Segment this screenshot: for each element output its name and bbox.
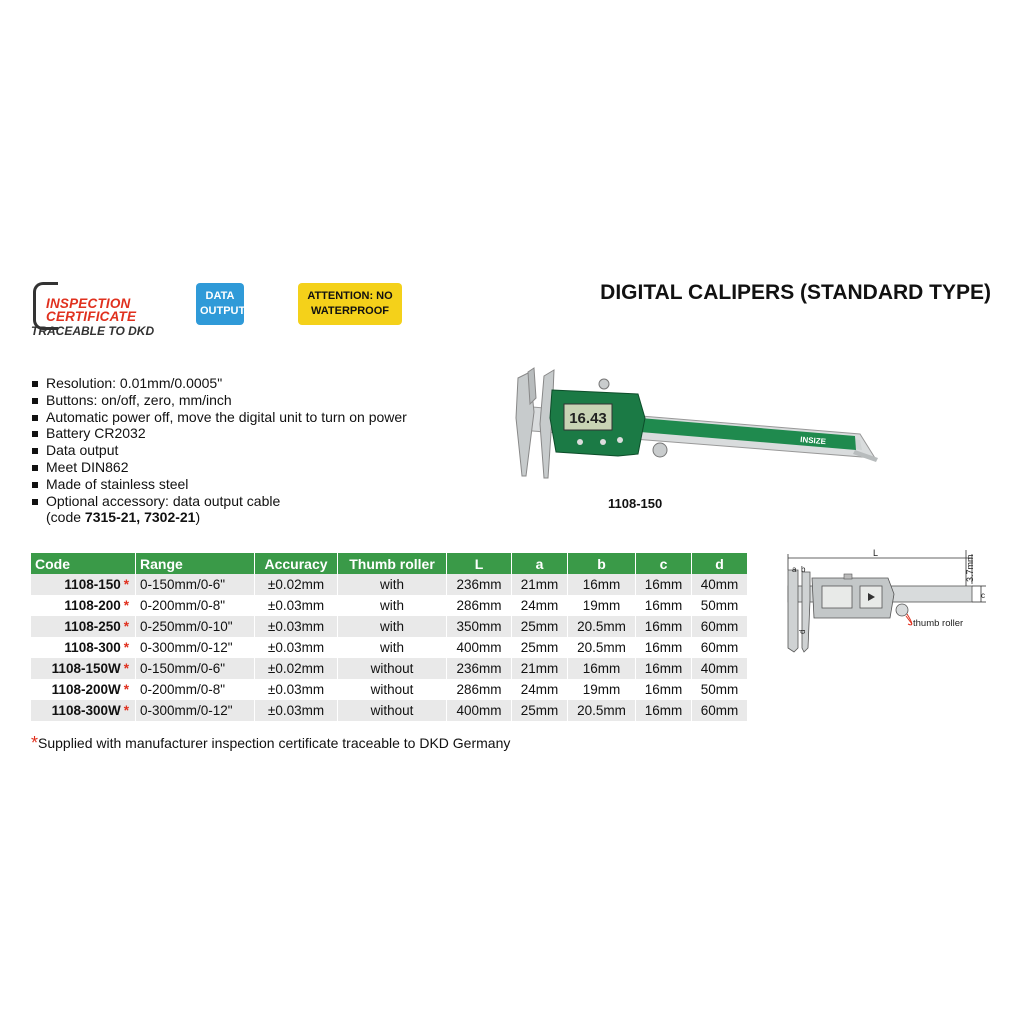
certificate-star: * (123, 640, 129, 655)
cell-value: 0-250mm/0-10" (140, 619, 233, 634)
feature-item: Resolution: 0.01mm/0.0005" (31, 375, 407, 392)
table-cell (692, 658, 748, 679)
diagram-thumb-roller (896, 604, 908, 616)
cell-value: 1108-150W (51, 661, 121, 676)
caliper-lcd-value: 16.43 (569, 410, 607, 427)
inspection-logo-line2: CERTIFICATE (46, 309, 137, 324)
cell-value: with (379, 598, 404, 613)
table-cell (255, 679, 338, 700)
diagram-moving-jaw (802, 572, 810, 652)
cell-value: 0-300mm/0-12" (140, 703, 233, 718)
cell-value: 236mm (456, 661, 502, 676)
table-cell (512, 616, 568, 637)
spec-table (31, 553, 748, 721)
cell-value: ±0.03mm (267, 619, 325, 634)
col-header-b: b (568, 553, 636, 574)
table-cell (136, 595, 255, 616)
feature-item: Meet DIN862 (31, 459, 407, 476)
table-cell (136, 679, 255, 700)
feature-code-prefix: (code (46, 509, 85, 526)
table-cell (136, 658, 255, 679)
cell-value: ±0.02mm (267, 577, 325, 592)
cell-value: 1108-150 (64, 577, 121, 592)
table-cell (568, 595, 636, 616)
col-header-c: c (636, 553, 692, 574)
cell-value: 25mm (520, 640, 559, 655)
table-cell (512, 679, 568, 700)
cell-value: 60mm (700, 640, 739, 655)
cell-value: ±0.03mm (267, 598, 325, 613)
table-cell (636, 574, 692, 595)
cell-code (31, 637, 136, 658)
feature-code-value: 7315-21, 7302-21 (84, 509, 196, 526)
cell-value: 21mm (520, 661, 559, 676)
table-cell (692, 574, 748, 595)
cell-value: ±0.03mm (267, 703, 325, 718)
table-cell (447, 595, 512, 616)
table-cell (692, 679, 748, 700)
cell-value: without (370, 703, 414, 718)
table-cell (338, 616, 447, 637)
table-row (31, 700, 748, 721)
table-row (31, 679, 748, 700)
certificate-star: * (123, 577, 129, 592)
feature-item: Optional accessory: data output cable (31, 493, 407, 510)
table-cell (568, 700, 636, 721)
feature-item: Buttons: on/off, zero, mm/inch (31, 392, 407, 409)
table-cell (512, 700, 568, 721)
feature-list (31, 375, 407, 526)
cell-code (31, 679, 136, 700)
cell-value: 19mm (582, 598, 621, 613)
table-cell (636, 637, 692, 658)
cell-value: 24mm (520, 598, 559, 613)
col-header-accuracy: Accuracy (255, 553, 338, 574)
diagram-label-c: c (981, 591, 985, 600)
footnote-star: * (31, 733, 39, 753)
cell-value: 1108-200 (64, 598, 121, 613)
table-cell (136, 616, 255, 637)
cell-value: 0-200mm/0-8" (140, 682, 226, 697)
cell-value: 16mm (644, 661, 683, 676)
attention-badge (298, 283, 402, 325)
cell-code (31, 574, 136, 595)
table-row (31, 616, 748, 637)
cell-value: with (379, 640, 404, 655)
feature-code-suffix: ) (195, 509, 201, 526)
footnote-text: Supplied with manufacturer inspection certificate traceable to DKD Germany (38, 735, 511, 751)
table-cell (636, 595, 692, 616)
table-row (31, 574, 748, 595)
table-cell (255, 700, 338, 721)
cell-value: 16mm (582, 661, 621, 676)
cell-value: 0-150mm/0-6" (140, 577, 226, 592)
table-cell (447, 658, 512, 679)
table-cell (338, 595, 447, 616)
table-cell (568, 637, 636, 658)
cell-value: ±0.02mm (267, 661, 325, 676)
table-cell (255, 574, 338, 595)
certificate-star: * (123, 661, 129, 676)
caliper-brand: INSIZE (799, 435, 827, 447)
table-cell (255, 658, 338, 679)
table-cell (338, 700, 447, 721)
table-cell (692, 595, 748, 616)
cell-value: 16mm (644, 577, 683, 592)
diagram-label-thickness: 3.7mm (965, 554, 975, 582)
cell-value: with (379, 577, 404, 592)
cell-value: 25mm (520, 703, 559, 718)
feature-item: Made of stainless steel (31, 476, 407, 493)
feature-code-line (31, 509, 407, 526)
cell-value: 21mm (520, 577, 559, 592)
cell-value: 40mm (700, 661, 739, 676)
cell-value: 1108-200W (51, 682, 121, 697)
cell-value: 1108-250 (64, 619, 121, 634)
footnote (31, 733, 510, 754)
cell-value: 16mm (644, 598, 683, 613)
table-cell (568, 658, 636, 679)
table-cell (338, 658, 447, 679)
col-header-d: d (692, 553, 748, 574)
caliper-thumb-roller (653, 443, 667, 457)
cell-value: 350mm (456, 619, 502, 634)
cell-value: without (370, 661, 414, 676)
data-output-badge-label: DATA OUTPUT (200, 290, 246, 317)
inspection-trace-text: TRACEABLE TO DKD (31, 324, 155, 338)
diagram-fixed-jaw (788, 570, 798, 652)
table-cell (512, 658, 568, 679)
cell-value: without (370, 682, 414, 697)
cell-value: 1108-300 (64, 640, 121, 655)
table-cell (447, 679, 512, 700)
col-header-a: a (512, 553, 568, 574)
certificate-star: * (123, 619, 129, 634)
cell-value: 236mm (456, 577, 502, 592)
cell-value: 50mm (700, 682, 739, 697)
cell-value: 1108-300W (51, 703, 121, 718)
cell-value: 16mm (644, 703, 683, 718)
cell-value: 24mm (520, 682, 559, 697)
table-cell (338, 574, 447, 595)
feature-item: Data output (31, 442, 407, 459)
cell-value: 50mm (700, 598, 739, 613)
cell-value: 16mm (644, 619, 683, 634)
cell-code (31, 658, 136, 679)
cell-value: 286mm (456, 682, 502, 697)
table-cell (255, 637, 338, 658)
col-header-thumb-roller: Thumb roller (338, 553, 447, 574)
cell-value: 40mm (700, 577, 739, 592)
table-cell (512, 595, 568, 616)
product-caption: 1108-150 (608, 496, 663, 511)
cell-code (31, 616, 136, 637)
feature-item: Battery CR2032 (31, 425, 407, 442)
cell-value: ±0.03mm (267, 640, 325, 655)
table-cell (136, 700, 255, 721)
table-cell (447, 700, 512, 721)
table-cell (692, 616, 748, 637)
diagram-label-a: a (792, 565, 797, 574)
table-cell (568, 616, 636, 637)
cell-value: 20.5mm (577, 703, 626, 718)
col-header-L: L (447, 553, 512, 574)
cell-value: 25mm (520, 619, 559, 634)
table-cell (512, 574, 568, 595)
certificate-star: * (123, 682, 129, 697)
table-cell (636, 700, 692, 721)
cell-value: 19mm (582, 682, 621, 697)
cell-value: ±0.03mm (267, 682, 325, 697)
cell-value: with (379, 619, 404, 634)
cell-value: 20.5mm (577, 619, 626, 634)
table-cell (447, 616, 512, 637)
data-output-badge (196, 283, 244, 325)
table-row (31, 595, 748, 616)
table-cell (636, 658, 692, 679)
table-cell (255, 595, 338, 616)
certificate-star: * (123, 598, 129, 613)
cell-value: 400mm (456, 703, 502, 718)
diagram-label-b: b (801, 565, 806, 574)
cell-value: 60mm (700, 703, 739, 718)
table-cell (636, 616, 692, 637)
cell-value: 16mm (644, 640, 683, 655)
diagram-label-L: L (873, 548, 879, 558)
table-row (31, 637, 748, 658)
table-cell (447, 637, 512, 658)
cell-value: 0-300mm/0-12" (140, 640, 233, 655)
table-cell (692, 637, 748, 658)
table-cell (136, 637, 255, 658)
cell-value: 0-200mm/0-8" (140, 598, 226, 613)
table-cell (447, 574, 512, 595)
page-title: DIGITAL CALIPERS (STANDARD TYPE) (600, 281, 991, 304)
table-cell (568, 574, 636, 595)
cell-value: 20.5mm (577, 640, 626, 655)
table-cell (136, 574, 255, 595)
table-cell (636, 679, 692, 700)
table-cell (692, 700, 748, 721)
dimension-diagram (776, 548, 986, 658)
cell-value: 286mm (456, 598, 502, 613)
table-cell (338, 637, 447, 658)
inspection-logo-line1: INSPECTION (46, 296, 131, 311)
cell-code (31, 700, 136, 721)
col-header-code: Code (31, 553, 136, 574)
cell-value: 400mm (456, 640, 502, 655)
cell-code (31, 595, 136, 616)
diagram-label-d: d (798, 629, 807, 634)
table-cell (338, 679, 447, 700)
cell-value: 16mm (644, 682, 683, 697)
caliper-product-image (500, 358, 890, 488)
table-cell (568, 679, 636, 700)
feature-item: Automatic power off, move the digital unit to turn on power (31, 409, 407, 426)
table-row (31, 658, 748, 679)
col-header-range: Range (136, 553, 255, 574)
attention-badge-label: ATTENTION: NO WATERPROOF (307, 290, 393, 317)
certificate-star: * (123, 703, 129, 718)
diagram-label-thumb-roller: thumb roller (913, 618, 964, 629)
cell-value: 16mm (582, 577, 621, 592)
cell-value: 60mm (700, 619, 739, 634)
table-cell (512, 637, 568, 658)
table-header-row (31, 553, 748, 574)
cell-value: 0-150mm/0-6" (140, 661, 226, 676)
table-cell (255, 616, 338, 637)
